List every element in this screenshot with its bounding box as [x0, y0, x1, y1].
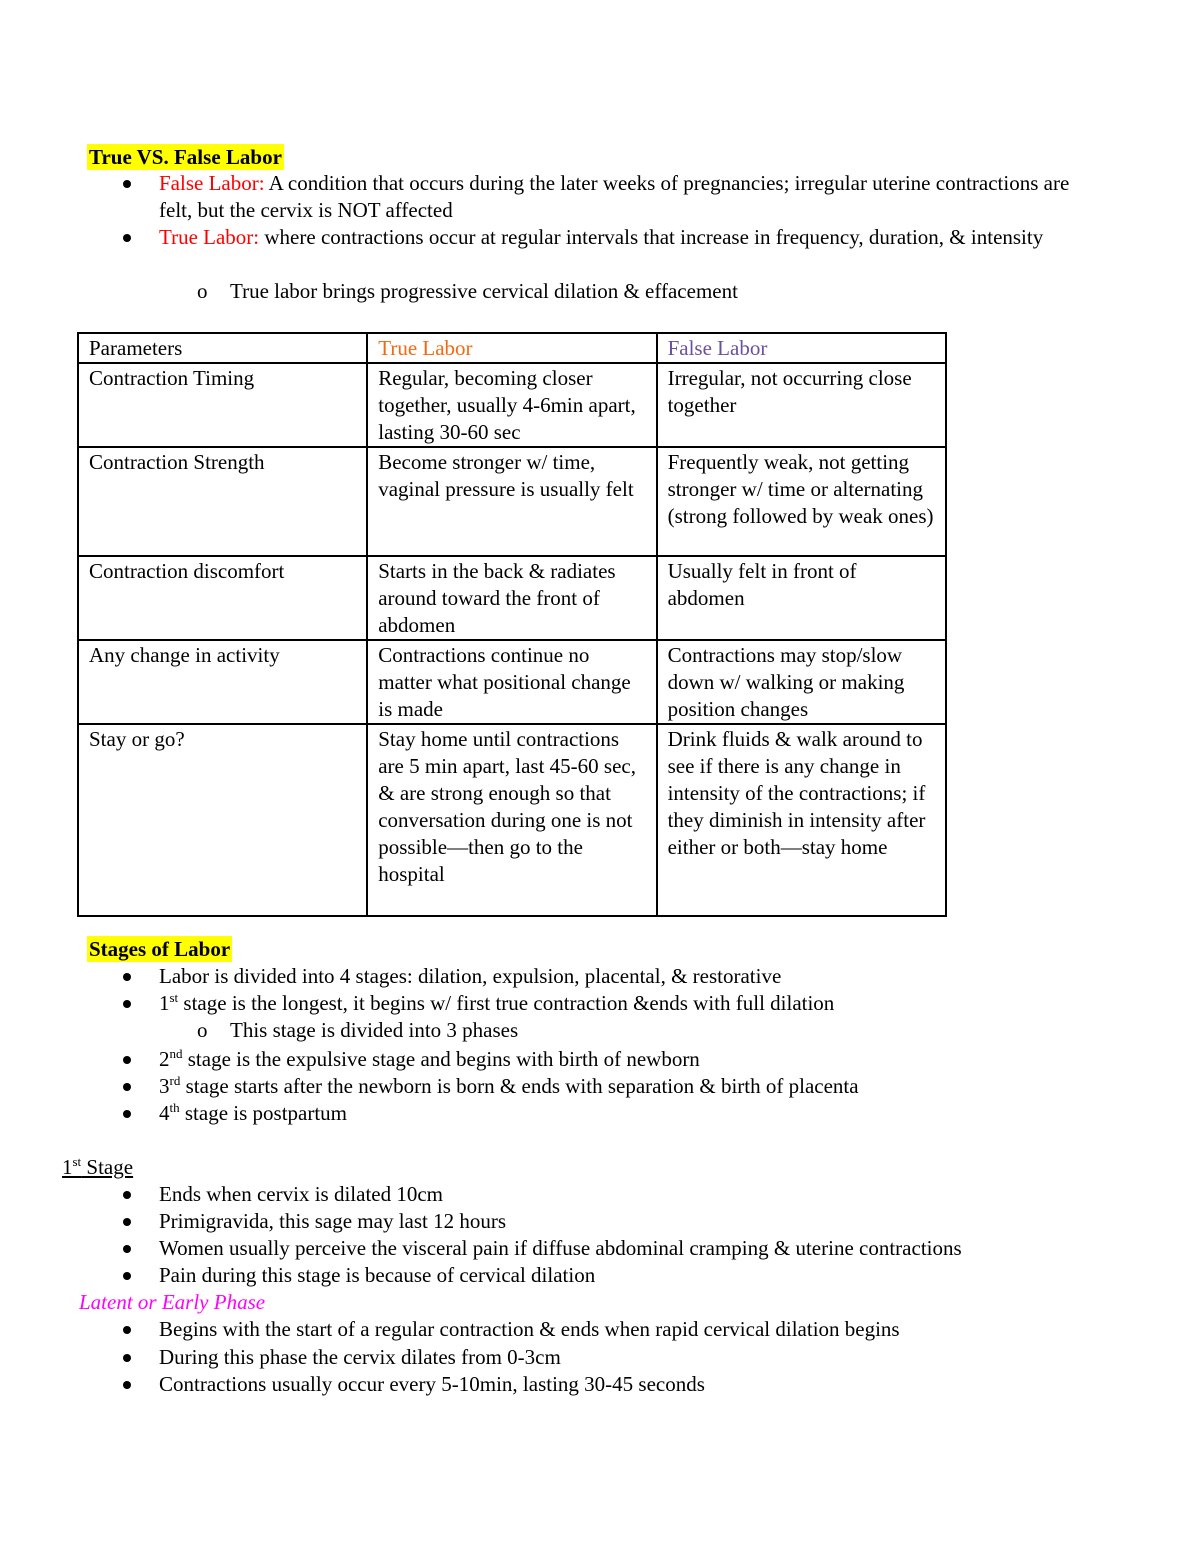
list-item	[159, 1046, 1079, 1073]
comparison-table	[77, 332, 947, 917]
section-title-first-stage	[62, 1154, 133, 1181]
stage-number: 1	[62, 1155, 73, 1179]
list-item-text: stage starts after the newborn is born & ends with separation & birth of placenta	[180, 1074, 859, 1098]
sub-list-item: o True labor brings progressive cervical dilation & effacement	[230, 278, 1090, 305]
ordinal-suffix: th	[169, 1100, 180, 1115]
definition-true-labor: where contractions occur at regular intervals that increase in frequency, duration, & intensity	[259, 225, 1044, 249]
table-cell: Contraction Timing	[78, 363, 367, 447]
table-cell: Contractions may stop/slow down w/ walking or making position changes	[657, 640, 946, 724]
list-item: Contractions usually occur every 5-10min, lasting 30-45 seconds	[159, 1371, 1079, 1398]
term-true-labor: True Labor:	[159, 225, 260, 249]
stage-number: 3	[159, 1074, 170, 1098]
list-item-text: stage is the expulsive stage and begins with birth of newborn	[182, 1047, 700, 1071]
phase-title: Latent or Early Phase	[79, 1290, 266, 1314]
table-row	[78, 724, 946, 916]
section-title-true-vs-false: True VS. False Labor	[89, 145, 282, 169]
ordinal-suffix: st	[72, 1154, 82, 1169]
table-cell: Contraction Strength	[78, 447, 367, 556]
table-cell: Stay home until contractions are 5 min apart, last 45-60 sec, & are strong enough so that conversation during one is not possible—then go to the hospital	[367, 724, 656, 916]
table-cell: Usually felt in front of abdomen	[657, 556, 946, 640]
table-cell: Become stronger w/ time, vaginal pressure is usually felt	[367, 447, 656, 556]
list-item	[159, 1100, 1079, 1127]
sub-list-item: o This stage is divided into 3 phases	[230, 1017, 1090, 1044]
list-item-text: stage is postpartum	[179, 1101, 348, 1125]
ordinal-suffix: st	[169, 990, 179, 1005]
list-item: Ends when cervix is dilated 10cm	[159, 1181, 1079, 1208]
list-item: Pain during this stage is because of cervical dilation	[159, 1262, 1079, 1289]
table-cell: Contraction discomfort	[78, 556, 367, 640]
list-item: Labor is divided into 4 stages: dilation, expulsion, placental, & restorative	[159, 963, 1079, 990]
list-item: Begins with the start of a regular contraction & ends when rapid cervical dilation begins	[159, 1316, 1079, 1343]
table-cell: Starts in the back & radiates around toward the front of abdomen	[367, 556, 656, 640]
header-false-labor: False Labor	[657, 333, 946, 363]
list-item-text: stage is the longest, it begins w/ first true contraction &ends with full dilation	[178, 991, 835, 1015]
list-item: Primigravida, this sage may last 12 hours	[159, 1208, 1079, 1235]
list-item	[159, 1073, 1079, 1100]
table-cell: Irregular, not occurring close together	[657, 363, 946, 447]
table-row	[78, 363, 946, 447]
term-false-labor: False Labor:	[159, 171, 265, 195]
ordinal-suffix: nd	[169, 1046, 183, 1061]
table-header-row	[78, 333, 946, 363]
list-item	[159, 170, 1079, 224]
stage-number: 4	[159, 1101, 170, 1125]
list-item: Women usually perceive the visceral pain if diffuse abdominal cramping & uterine contractions	[159, 1235, 1079, 1262]
title-text: Stage	[81, 1155, 134, 1179]
table-row	[78, 556, 946, 640]
header-true-labor: True Labor	[367, 333, 656, 363]
stage-number: 2	[159, 1047, 170, 1071]
list-item	[159, 224, 1079, 251]
ordinal-suffix: rd	[169, 1073, 181, 1088]
list-item: During this phase the cervix dilates from 0-3cm	[159, 1344, 1079, 1371]
table-cell: Any change in activity	[78, 640, 367, 724]
stage-number: 1	[159, 991, 170, 1015]
list-item	[159, 990, 1079, 1017]
table-cell: Regular, becoming closer together, usually 4-6min apart, lasting 30-60 sec	[367, 363, 656, 447]
table-row	[78, 640, 946, 724]
table-cell: Contractions continue no matter what positional change is made	[367, 640, 656, 724]
definition-false-labor: A condition that occurs during the later weeks of pregnancies; irregular uterine contractions are felt, but the cervix is NOT affected	[159, 171, 1070, 222]
header-parameters: Parameters	[78, 333, 367, 363]
section-title-stages: Stages of Labor	[89, 937, 231, 961]
table-cell: Drink fluids & walk around to see if there is any change in intensity of the contractions; if they diminish in intensity after either or both—stay home	[657, 724, 946, 916]
table-cell: Frequently weak, not getting stronger w/ time or alternating (strong followed by weak ones)	[657, 447, 946, 556]
table-cell: Stay or go?	[78, 724, 367, 916]
table-row	[78, 447, 946, 556]
